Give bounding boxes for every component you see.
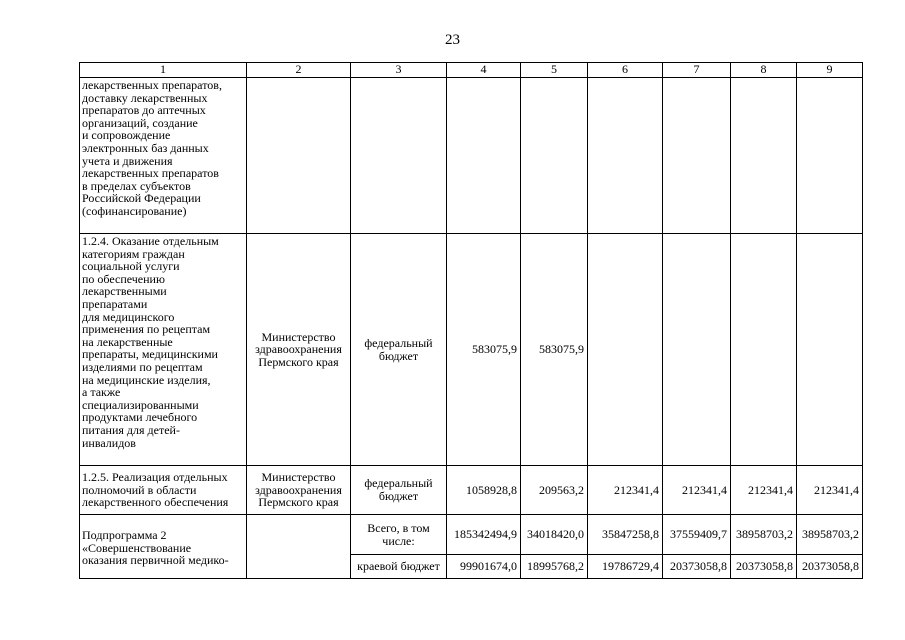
subprogram-value: 37559409,7 bbox=[663, 515, 731, 555]
table-row bbox=[80, 466, 863, 515]
row-funding-source: федеральный бюджет bbox=[351, 234, 447, 466]
row-value: 212341,4 bbox=[588, 466, 663, 515]
column-header: 7 bbox=[663, 63, 731, 78]
page-number: 23 bbox=[445, 32, 460, 48]
row-value bbox=[663, 234, 731, 466]
row-value bbox=[447, 78, 521, 234]
subprogram-description: Подпрограмма 2 «Совершенствование оказания первичной медико- bbox=[80, 515, 247, 579]
row-executor: Министерство здравоохранения Пермского края bbox=[247, 466, 351, 515]
subprogram-value: 35847258,8 bbox=[588, 515, 663, 555]
subprogram-funding-source: краевой бюджет bbox=[351, 555, 447, 579]
subprogram-funding-source: Всего, в том числе: bbox=[351, 515, 447, 555]
column-header: 9 bbox=[797, 63, 863, 78]
row-value bbox=[521, 78, 588, 234]
row-value: 212341,4 bbox=[797, 466, 863, 515]
subprogram-value: 99901674,0 bbox=[447, 555, 521, 579]
subprogram-value: 38958703,2 bbox=[797, 515, 863, 555]
row-value bbox=[663, 78, 731, 234]
subprogram-value: 19786729,4 bbox=[588, 555, 663, 579]
budget-table bbox=[79, 62, 863, 579]
column-header: 3 bbox=[351, 63, 447, 78]
table-row bbox=[80, 234, 863, 466]
row-value: 583075,9 bbox=[521, 234, 588, 466]
row-executor: Министерство здравоохранения Пермского края bbox=[247, 234, 351, 466]
row-description: 1.2.5. Реализация отдельных полномочий в области лекарственного обеспечения bbox=[80, 466, 247, 515]
column-header: 4 bbox=[447, 63, 521, 78]
subprogram-value: 185342494,9 bbox=[447, 515, 521, 555]
column-header: 2 bbox=[247, 63, 351, 78]
subprogram-value: 38958703,2 bbox=[731, 515, 797, 555]
row-value: 1058928,8 bbox=[447, 466, 521, 515]
row-value: 212341,4 bbox=[731, 466, 797, 515]
column-header: 8 bbox=[731, 63, 797, 78]
subprogram-value: 20373058,8 bbox=[663, 555, 731, 579]
subprogram-value: 20373058,8 bbox=[731, 555, 797, 579]
row-value: 209563,2 bbox=[521, 466, 588, 515]
row-funding-source: федеральный бюджет bbox=[351, 466, 447, 515]
row-value bbox=[797, 234, 863, 466]
row-value bbox=[731, 78, 797, 234]
table-row bbox=[80, 515, 863, 555]
column-header: 1 bbox=[80, 63, 247, 78]
row-value bbox=[588, 78, 663, 234]
row-value bbox=[731, 234, 797, 466]
subprogram-executor bbox=[247, 515, 351, 579]
subprogram-value: 20373058,8 bbox=[797, 555, 863, 579]
subprogram-value: 34018420,0 bbox=[521, 515, 588, 555]
column-header: 5 bbox=[521, 63, 588, 78]
table-row bbox=[80, 78, 863, 234]
row-executor bbox=[247, 78, 351, 234]
row-funding-source bbox=[351, 78, 447, 234]
row-value: 583075,9 bbox=[447, 234, 521, 466]
row-description: 1.2.4. Оказание отдельным категориям граждан социальной услуги по обеспечению лекарственными препаратами для медицинского применения по рецептам на лекарственные препараты, медицинскими изделиями по рецептам на медицинские изделия, а также специализированными продуктами лечебного питания для детей- инвалидов bbox=[80, 234, 247, 466]
table-header-row bbox=[80, 63, 863, 78]
row-value bbox=[797, 78, 863, 234]
row-description: лекарственных препаратов, доставку лекарственных препаратов до аптечных организаций, создание и сопровождение электронных баз данных учета и движения лекарственных препаратов в пределах субъектов Российской Федерации (софинансирование) bbox=[80, 78, 247, 234]
row-value bbox=[588, 234, 663, 466]
subprogram-value: 18995768,2 bbox=[521, 555, 588, 579]
row-value: 212341,4 bbox=[663, 466, 731, 515]
column-header: 6 bbox=[588, 63, 663, 78]
